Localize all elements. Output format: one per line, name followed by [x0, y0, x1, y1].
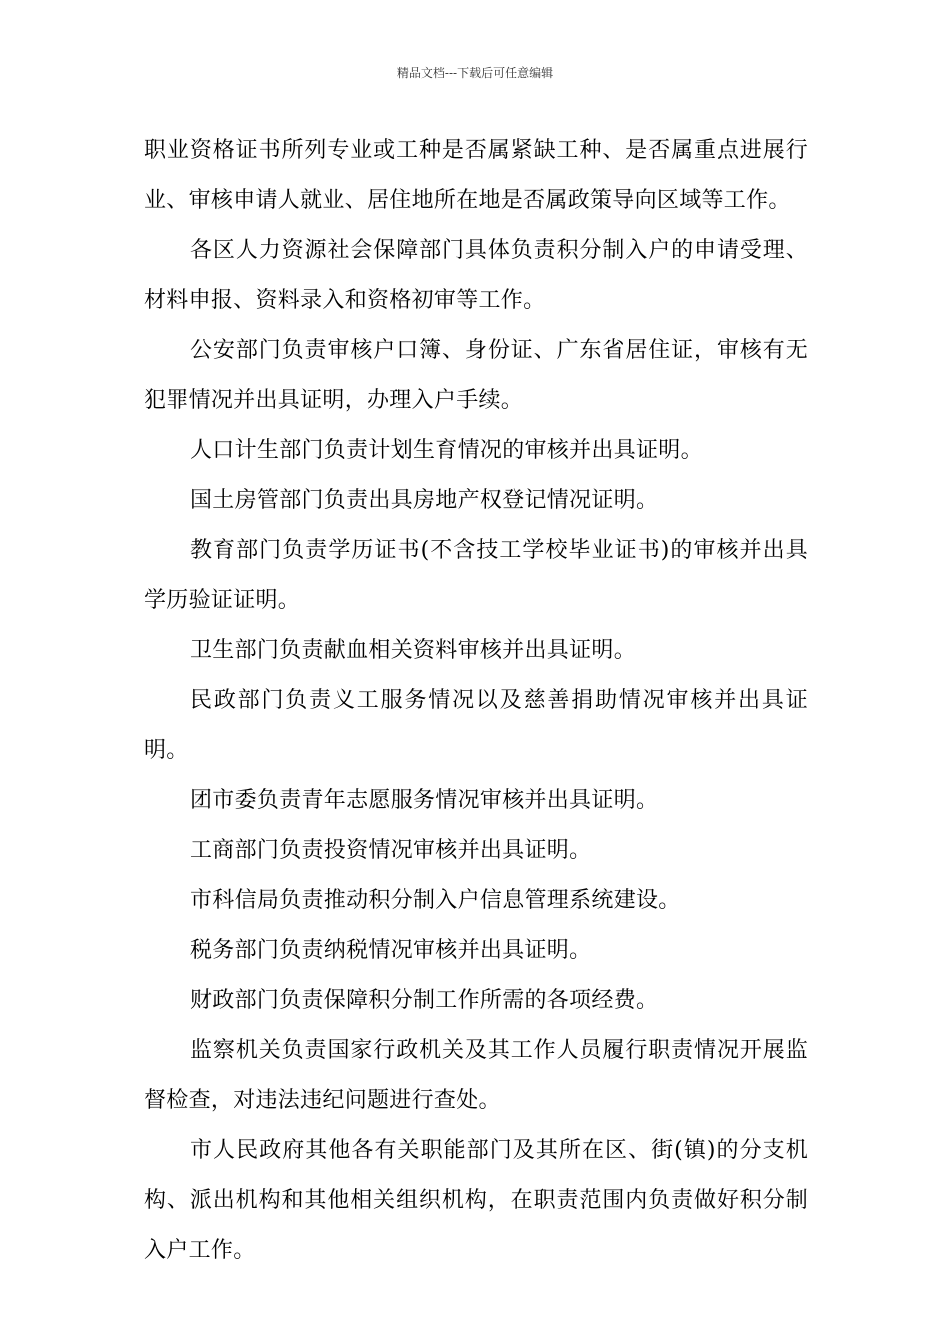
- paragraph-2: 各区人力资源社会保障部门具体负责积分制入户的申请受理、材料申报、资料录入和资格初审等工作。: [144, 238, 808, 313]
- paragraph-15: 市人民政府其他各有关职能部门及其所在区、街(镇)的分支机构、派出机构和其他相关组织机构，在职责范围内负责做好积分制入户工作。: [144, 1138, 808, 1263]
- paragraph-10: 工商部门负责投资情况审核并出具证明。: [190, 838, 592, 863]
- document-body: [144, 126, 808, 1276]
- paragraph-11: 市科信局负责推动积分制入户信息管理系统建设。: [190, 888, 681, 913]
- paragraph-6: 教育部门负责学历证书(不含技工学校毕业证书)的审核并出具学历验证证明。: [144, 538, 808, 613]
- paragraph-9: 团市委负责青年志愿服务情况审核并出具证明。: [190, 788, 659, 813]
- paragraph-8: 民政部门负责义工服务情况以及慈善捐助情况审核并出具证明。: [144, 688, 808, 763]
- paragraph-12: 税务部门负责纳税情况审核并出具证明。: [190, 938, 592, 963]
- paragraph-4: 人口计生部门负责计划生育情况的审核并出具证明。: [190, 438, 703, 463]
- page-header: 精品文档---下载后可任意编辑: [396, 66, 554, 80]
- paragraph-5: 国土房管部门负责出具房地产权登记情况证明。: [190, 488, 659, 513]
- paragraph-7: 卫生部门负责献血相关资料审核并出具证明。: [190, 638, 637, 663]
- paragraph-3: 公安部门负责审核户口簿、身份证、广东省居住证，审核有无犯罪情况并出具证明，办理入户手续。: [144, 338, 808, 413]
- paragraph-13: 财政部门负责保障积分制工作所需的各项经费。: [190, 988, 659, 1013]
- paragraph-14: 监察机关负责国家行政机关及其工作人员履行职责情况开展监督检查，对违法违纪问题进行查处。: [144, 1038, 808, 1113]
- paragraph-1: 职业资格证书所列专业或工种是否属紧缺工种、是否属重点进展行业、审核申请人就业、居住地所在地是否属政策导向区域等工作。: [144, 138, 808, 213]
